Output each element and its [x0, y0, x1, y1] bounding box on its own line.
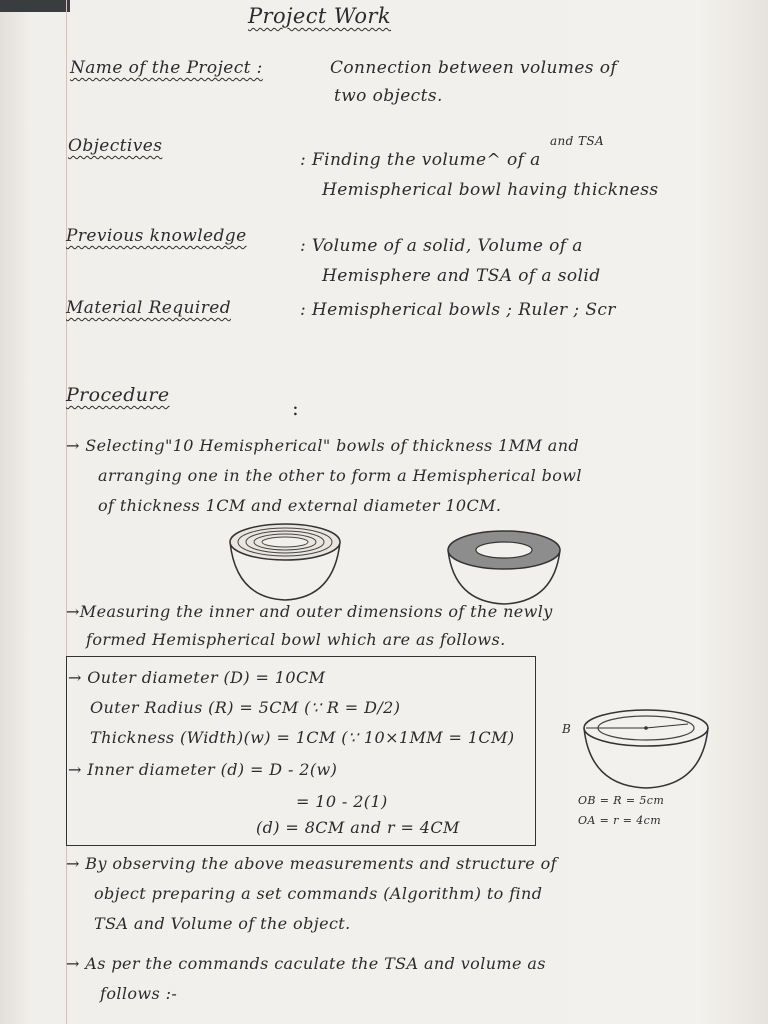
name-value-line2: two objects. — [334, 86, 443, 106]
stacked-bowls-sketch — [226, 520, 344, 604]
previous-knowledge-label: Previous knowledge — [66, 226, 247, 246]
page-corner-shadow — [0, 0, 70, 12]
name-label: Name of the Project : — [70, 58, 263, 78]
name-value-line1: Connection between volumes of — [330, 58, 618, 78]
objectives-insert: and TSA — [550, 134, 605, 148]
observe-line4: → As per the commands caculate the TSA and volume as — [66, 954, 546, 973]
material-value: : Hemispherical bowls ; Ruler ; Scr — [300, 300, 616, 320]
objectives-value-line2: Hemispherical bowl having thickness — [322, 180, 659, 200]
observe-line5: follows :- — [100, 984, 178, 1003]
material-label: Material Required — [66, 298, 231, 318]
observe-line2: object preparing a set commands (Algorithm) to find — [94, 884, 543, 903]
measure-outer-radius: Outer Radius (R) = 5CM (∵ R = D/2) — [90, 698, 401, 717]
step1-line2: arranging one in the other to form a Hemispherical bowl — [98, 466, 582, 485]
page-title: Project Work — [248, 4, 391, 28]
objectives-label: Objectives — [68, 136, 163, 156]
diagram-caption-1: OB = R = 5cm — [578, 794, 665, 807]
thick-bowl-sketch — [444, 526, 564, 606]
step1-line1: → Selecting"10 Hemispherical" bowls of thickness 1MM and — [66, 436, 580, 455]
measure-inner-diameter: → Inner diameter (d) = D - 2(w) — [68, 760, 338, 779]
measure-outer-diameter: → Outer diameter (D) = 10CM — [68, 668, 326, 687]
previous-value-line2: Hemisphere and TSA of a solid — [322, 266, 601, 286]
observe-line3: TSA and Volume of the object. — [94, 914, 351, 933]
procedure-colon: : — [292, 396, 300, 420]
observe-line1: → By observing the above measurements and structure of — [66, 854, 557, 873]
diagram-label-b: B — [562, 722, 572, 736]
step1-line3: of thickness 1CM and external diameter 10CM. — [98, 496, 502, 515]
labeled-bowl-diagram — [576, 706, 716, 792]
procedure-heading: Procedure — [66, 384, 170, 406]
step2-line2: formed Hemispherical bowl which are as follows. — [86, 630, 506, 649]
step2-line1: →Measuring the inner and outer dimensions of the newly — [66, 602, 553, 621]
measure-inner-calc: = 10 - 2(1) — [296, 792, 388, 811]
measure-inner-result: (d) = 8CM and r = 4CM — [256, 818, 460, 837]
objectives-value-line1: : Finding the volume^ of a — [300, 150, 541, 170]
previous-value-line1: : Volume of a solid, Volume of a — [300, 236, 583, 256]
diagram-caption-2: OA = r = 4cm — [578, 814, 662, 827]
measure-thickness: Thickness (Width)(w) = 1CM (∵ 10×1MM = 1CM) — [90, 728, 515, 747]
